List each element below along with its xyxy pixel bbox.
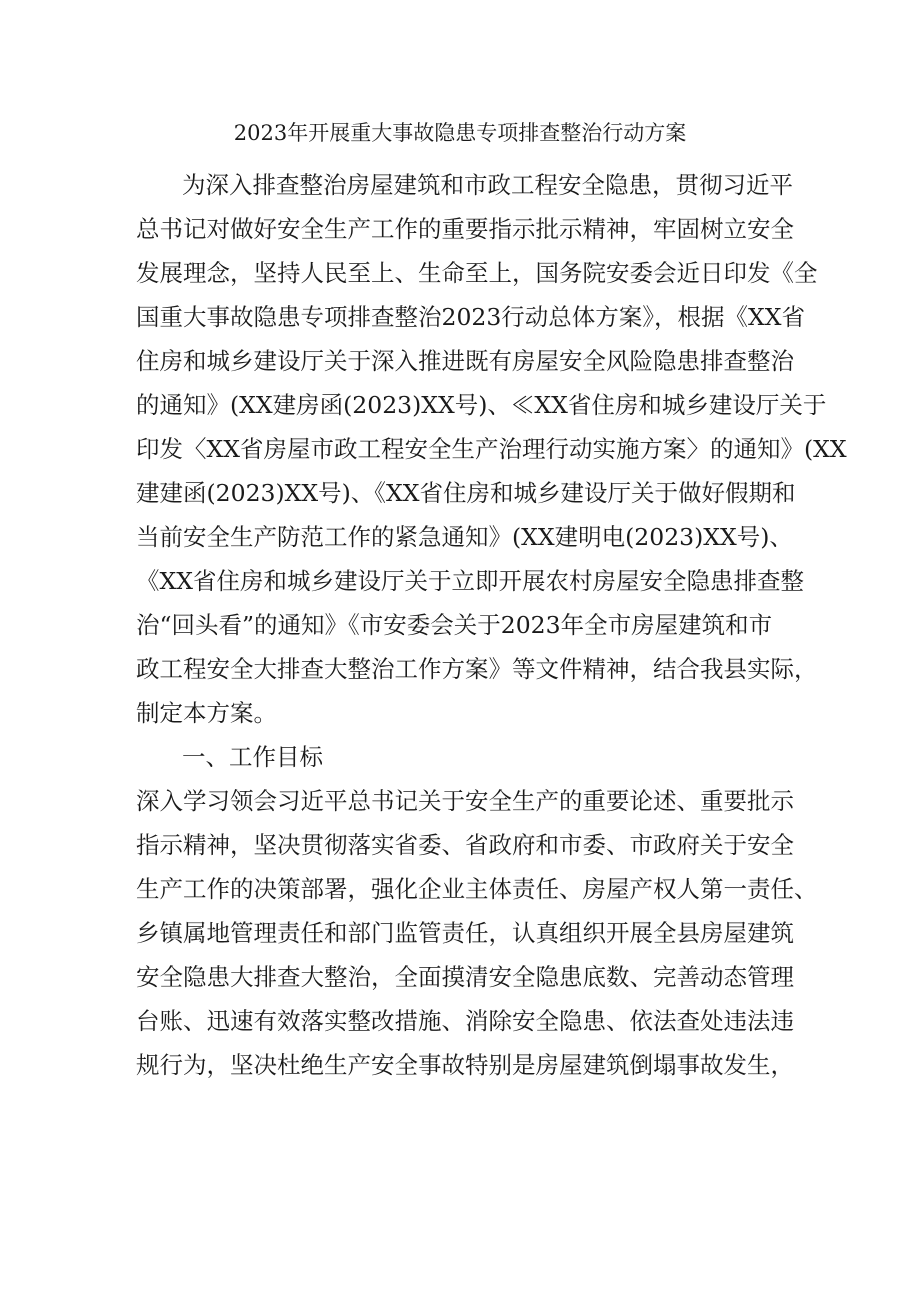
paragraph-line: 建建函(2023)XX号)、《XX省住房和城乡建设厅关于做好假期和 bbox=[136, 479, 796, 507]
paragraph-line: 为深入排查整治房屋建筑和市政工程安全隐患，贯彻习近平 bbox=[182, 171, 793, 199]
paragraph-line: 乡镇属地管理责任和部门监管责任，认真组织开展全县房屋建筑 bbox=[136, 919, 794, 947]
paragraph-line: 治“回头看”的通知》《市安委会关于2023年全市房屋建筑和市 bbox=[136, 611, 773, 639]
paragraph-line: 安全隐患大排查大整治，全面摸清安全隐患底数、完善动态管理 bbox=[136, 963, 794, 991]
paragraph-line: 当前安全生产防范工作的紧急通知》(XX建明电(2023)XX号)、 bbox=[136, 523, 793, 551]
paragraph-line: 总书记对做好安全生产工作的重要指示批示精神，牢固树立安全 bbox=[136, 215, 794, 243]
paragraph-line: 《XX省住房和城乡建设厅关于立即开展农村房屋安全隐患排查整 bbox=[136, 567, 804, 595]
paragraph-line: 深入学习领会习近平总书记关于安全生产的重要论述、重要批示 bbox=[136, 787, 794, 815]
paragraph-line: 指示精神，坚决贯彻落实省委、省政府和市委、市政府关于安全 bbox=[136, 831, 794, 859]
document-title: 2023年开展重大事故隐患专项排查整治行动方案 bbox=[233, 121, 687, 145]
paragraph-line: 规行为，坚决杜绝生产安全事故特别是房屋建筑倒塌事故发生， bbox=[136, 1051, 794, 1079]
paragraph-line: 的通知》(XX建房函(2023)XX号)、≪XX省住房和城乡建设厅关于 bbox=[136, 391, 827, 419]
paragraph-line: 生产工作的决策部署，强化企业主体责任、房屋产权人第一责任、 bbox=[136, 875, 818, 903]
paragraph-line: 印发〈XX省房屋市政工程安全生产治理行动实施方案〉的通知》(XX bbox=[136, 435, 847, 463]
paragraph-line: 制定本方案。 bbox=[136, 699, 277, 727]
paragraph-line: 住房和城乡建设厅关于深入推进既有房屋安全风险隐患排查整治 bbox=[136, 347, 794, 375]
paragraph-line: 台账、迅速有效落实整改措施、消除安全隐患、依法查处违法违 bbox=[136, 1007, 794, 1035]
paragraph-line: 发展理念，坚持人民至上、生命至上，国务院安委会近日印发《全 bbox=[136, 259, 818, 287]
paragraph-line: 政工程安全大排查大整治工作方案》等文件精神，结合我县实际， bbox=[136, 655, 818, 683]
section-heading: 一、工作目标 bbox=[182, 743, 323, 771]
paragraph-line: 国重大事故隐患专项排查整治2023行动总体方案》，根据《XX省 bbox=[136, 303, 806, 331]
